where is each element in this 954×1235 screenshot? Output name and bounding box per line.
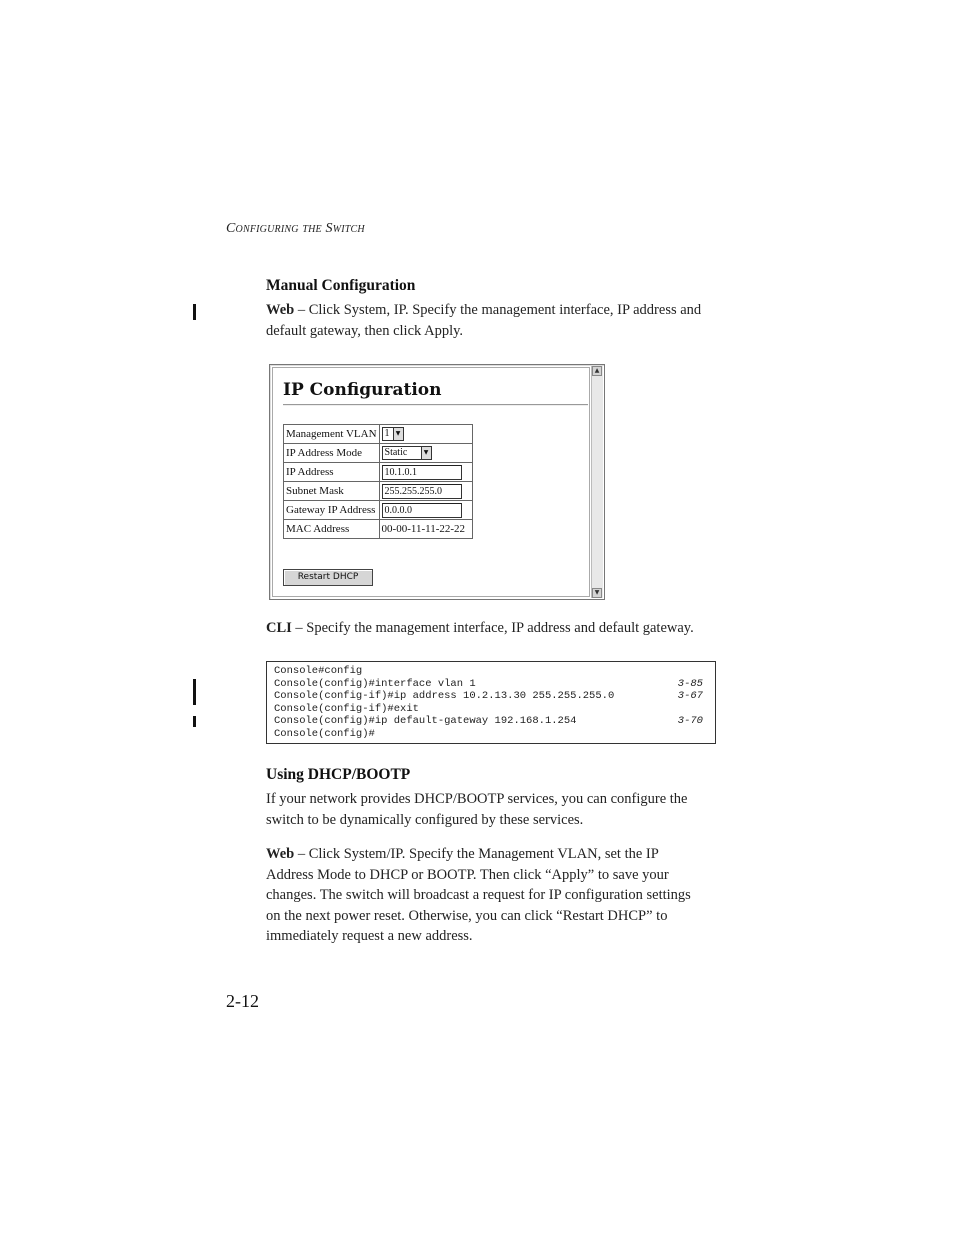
code-page-ref: 3-85: [677, 677, 703, 690]
scroll-up-icon[interactable]: ▲: [592, 366, 602, 376]
title-divider: [283, 404, 588, 406]
web-label: Web: [266, 846, 295, 862]
ip-configuration-panel: [272, 367, 590, 597]
cli-label: CLI: [266, 620, 292, 636]
web-label: Web: [266, 302, 295, 318]
dhcp-intro-line: switch to be dynamically configured by these services.: [266, 811, 584, 828]
row-label: MAC Address: [284, 520, 380, 539]
row-label: Gateway IP Address: [284, 501, 380, 520]
dhcp-web-line: immediately request a new address.: [266, 928, 473, 944]
dhcp-web-line: on the next power reset. Otherwise, you can click “Restart DHCP” to: [266, 907, 668, 924]
change-bar: [193, 304, 196, 320]
select-value: 1: [384, 428, 390, 439]
mac-address-value: 00-00-11-11-22-22: [379, 520, 472, 539]
code-line: Console(config)#ip default-gateway 192.168.1.254: [274, 715, 577, 727]
cli-paragraph: [266, 618, 736, 639]
table-row: [284, 463, 473, 482]
subnet-mask-input[interactable]: 255.255.255.0: [382, 484, 462, 499]
code-page-ref: 3-70: [677, 715, 703, 727]
code-line: Console(config)#: [274, 727, 375, 740]
manual-web-text-2: default gateway, then click Apply.: [266, 322, 464, 339]
scroll-down-icon[interactable]: ▼: [592, 588, 602, 598]
table-row: [284, 425, 473, 444]
select-value: Static: [384, 447, 408, 458]
table-row: [284, 501, 473, 520]
gateway-ip-address-input[interactable]: 0.0.0.0: [382, 503, 462, 518]
table-row: [284, 482, 473, 501]
manual-web-paragraph: [266, 300, 726, 341]
ip-address-mode-select[interactable]: [382, 446, 432, 460]
dhcp-intro-line: If your network provides DHCP/BOOTP services, you can configure the: [266, 791, 688, 807]
heading-using-dhcp-bootp: Using DHCP/BOOTP: [266, 766, 411, 783]
management-vlan-select[interactable]: [382, 427, 404, 441]
cli-text: – Specify the management interface, IP address and default gateway.: [291, 620, 694, 636]
ip-configuration-title: IP Configuration: [283, 380, 442, 400]
vertical-scrollbar[interactable]: [591, 366, 603, 598]
dhcp-web-line: Address Mode to DHCP or BOOTP. Then click “Apply” to save your: [266, 866, 669, 883]
code-line: Console#config: [274, 665, 363, 677]
restart-dhcp-button[interactable]: Restart DHCP: [283, 569, 373, 586]
table-row: [284, 444, 473, 463]
dhcp-web-paragraph: [266, 844, 736, 947]
change-bar: [193, 679, 196, 705]
row-label: Management VLAN: [284, 425, 380, 444]
chevron-down-icon: ▼: [393, 428, 403, 440]
dhcp-web-line: changes. The switch will broadcast a request for IP configuration settings: [266, 887, 691, 903]
cli-code-block: [266, 661, 716, 744]
code-line: Console(config-if)#ip address 10.2.13.30 255.255.255.0: [274, 690, 615, 702]
chevron-down-icon: ▼: [421, 447, 431, 459]
table-row: [284, 520, 473, 539]
dhcp-intro-paragraph: [266, 789, 726, 830]
code-line: Console(config-if)#exit: [274, 702, 419, 715]
ip-configuration-table: [283, 424, 473, 539]
change-bar: [193, 716, 196, 727]
running-head: Configuring the Switch: [226, 221, 365, 236]
ip-configuration-screenshot: [269, 364, 605, 600]
row-label: IP Address Mode: [284, 444, 380, 463]
heading-manual-configuration: Manual Configuration: [266, 277, 416, 294]
page-number: 2-12: [226, 991, 259, 1011]
row-label: Subnet Mask: [284, 482, 380, 501]
manual-web-text-1: – Click System, IP. Specify the management interface, IP address and: [294, 302, 702, 318]
code-page-ref: 3-67: [677, 690, 703, 702]
ip-address-input[interactable]: 10.1.0.1: [382, 465, 462, 480]
row-label: IP Address: [284, 463, 380, 482]
dhcp-web-line: – Click System/IP. Specify the Management VLAN, set the IP: [294, 846, 659, 862]
code-line: Console(config)#interface vlan 1: [274, 677, 476, 690]
